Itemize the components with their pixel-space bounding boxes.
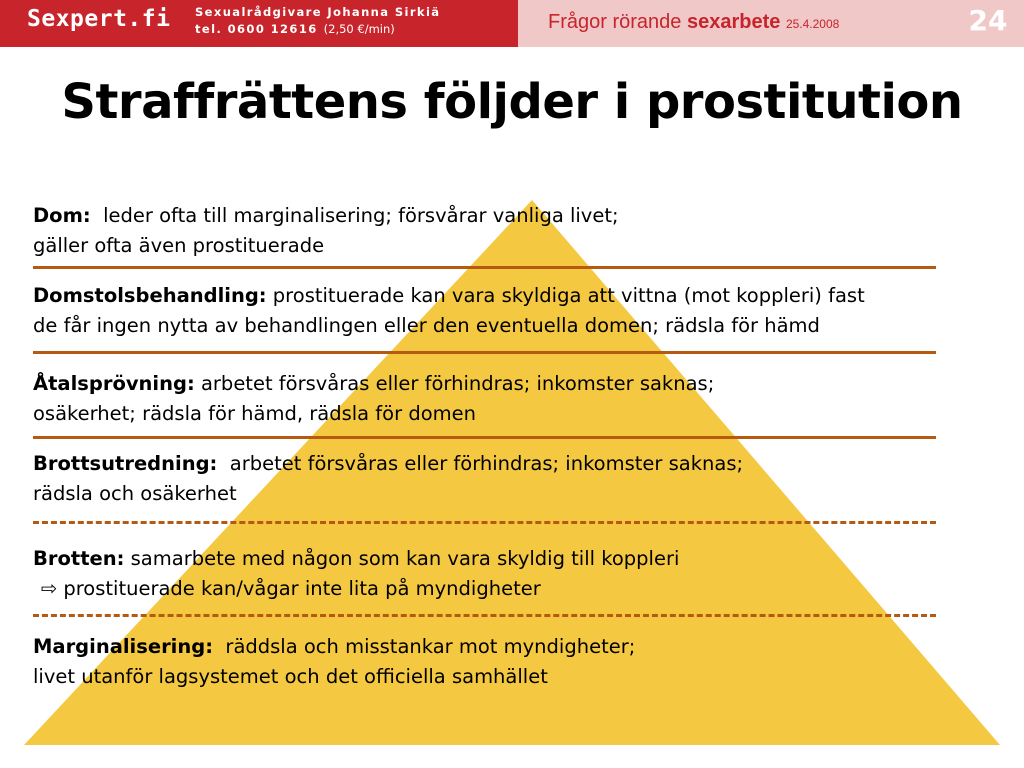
arrow-right-icon: ⇨ — [41, 577, 58, 600]
section-label: Dom: — [33, 204, 91, 227]
divider — [33, 266, 936, 269]
section-label: Brottsutredning: — [33, 452, 218, 475]
section-text: arbetet försvåras eller förhindras; inkomster saknas; — [200, 372, 715, 395]
section-text: prostituerade kan/vågar inte lita på myndigheter — [63, 577, 541, 600]
section-text: arbetet försvåras eller förhindras; inkomster saknas; — [229, 452, 744, 475]
section-label: Brotten: — [33, 547, 125, 570]
section-text: leder ofta till marginalisering; försvårar vanliga livet; — [103, 204, 619, 227]
section-text: prostituerade kan vara skyldiga att vittna (mot koppleri) fast — [272, 284, 865, 307]
section-brottsutredning — [33, 449, 1003, 509]
topic-bold: sexarbete — [686, 11, 781, 33]
advisor-name: Sexualrådgivare Johanna Sirkiä — [195, 5, 441, 19]
section-domstolsbehandling — [33, 281, 1003, 341]
section-text: räddsla och misstankar mot myndigheter; — [225, 635, 636, 658]
advisor-phone: tel. 0600 12616 — [195, 22, 318, 36]
advisor-price: (2,50 €/min) — [323, 22, 395, 36]
divider-dashed — [33, 614, 936, 617]
section-label: Marginalisering: — [33, 635, 214, 658]
topic-prefix: Frågor rörande — [548, 11, 682, 33]
divider-dashed — [33, 521, 936, 524]
section-text: osäkerhet; rädsla för hämd, rädsla för domen — [33, 402, 476, 425]
section-label: Åtalsprövning: — [33, 372, 195, 395]
section-text: de får ingen nytta av behandlingen eller den eventuella domen; rädsla för hämd — [33, 314, 820, 337]
section-text: samarbete med någon som kan vara skyldig till koppleri — [130, 547, 680, 570]
divider — [33, 436, 936, 439]
topic-date: 25.4.2008 — [785, 17, 840, 31]
section-marginalisering — [33, 632, 1003, 692]
slide-number: 24 — [968, 4, 1008, 37]
section-atalsprovning — [33, 369, 1003, 429]
section-text: gäller ofta även prostituerade — [33, 234, 325, 257]
page-title: Straffrättens följder i prostitution — [61, 74, 963, 130]
section-dom — [33, 201, 1003, 261]
section-text: livet utanför lagsystemet och det officiella samhället — [33, 665, 548, 688]
section-brotten — [33, 544, 1003, 604]
divider — [33, 351, 936, 354]
section-text: rädsla och osäkerhet — [33, 482, 237, 505]
site-logo: Sexpert.fi — [27, 6, 171, 32]
section-label: Domstolsbehandling: — [33, 284, 267, 307]
